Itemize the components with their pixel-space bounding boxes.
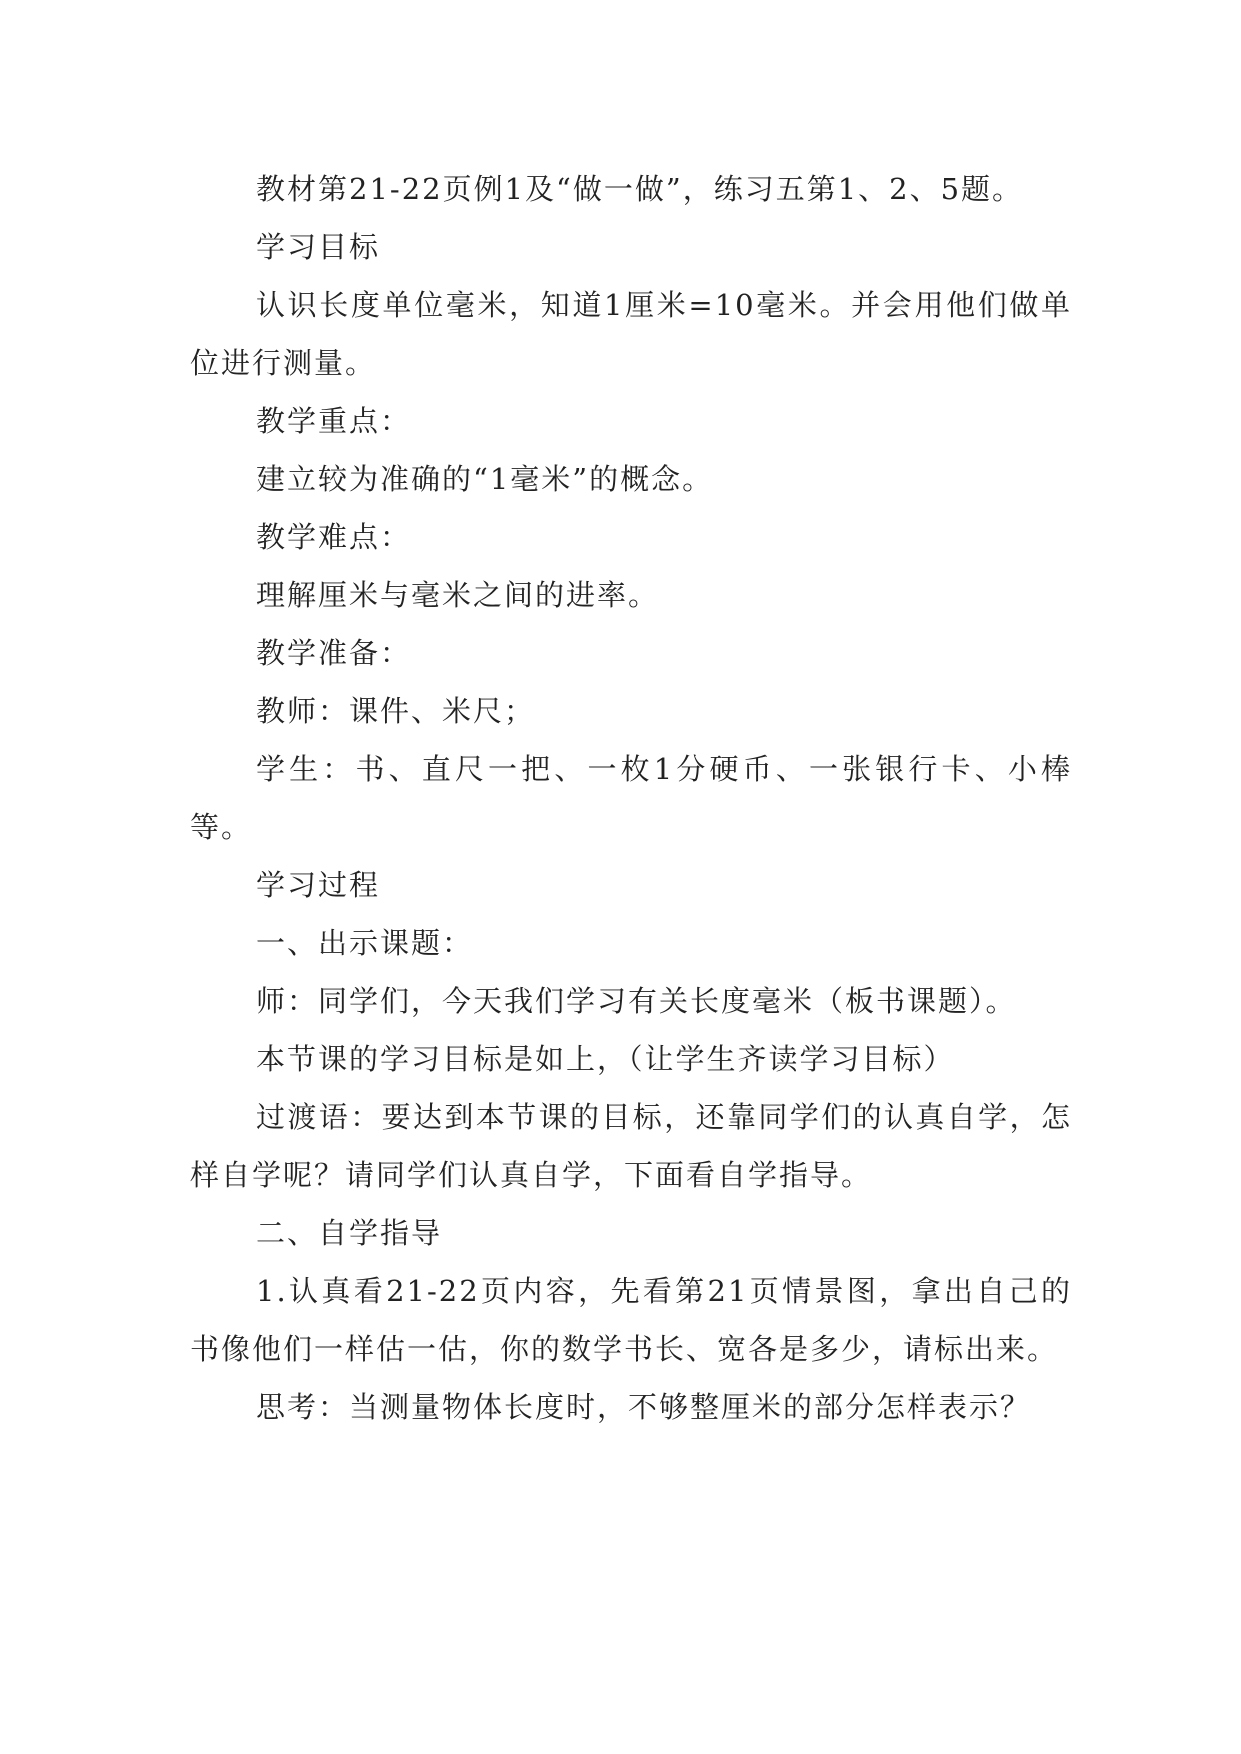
heading-teaching-difficulty: 教学难点： (256, 520, 412, 554)
paragraph-teaching-difficulty: 理解厘米与毫米之间的进率。 (256, 578, 660, 612)
heading-section-one: 一、出示课题： (256, 926, 474, 960)
paragraph-goals-reading: 本节课的学习目标是如上，（让学生齐读学习目标） (256, 1042, 955, 1076)
paragraph-thinking-question: 思考：当测量物体长度时，不够整厘米的部分怎样表示？ (256, 1390, 1032, 1424)
paragraph-teacher-materials: 教师：课件、米尺； (256, 694, 536, 728)
document-body (190, 160, 1072, 1436)
paragraph-transition: 过渡语：要达到本节课的目标，还靠同学们的认真自学，怎样自学呢？请同学们认真自学，下面看自学指导。 (190, 1100, 1072, 1192)
heading-teaching-key-point: 教学重点： (256, 404, 412, 438)
heading-teaching-preparation: 教学准备： (256, 636, 412, 670)
paragraph-self-study-step-1: 1.认真看21-22页内容，先看第21页情景图，拿出自己的书像他们一样估一估，你的数学书长、宽各是多少，请标出来。 (190, 1274, 1072, 1366)
heading-learning-process: 学习过程 (256, 868, 381, 902)
paragraph-teaching-key-point: 建立较为准确的“1毫米”的概念。 (256, 462, 714, 496)
paragraph-textbook-pages: 教材第21-22页例1及“做一做”，练习五第1、2、5题。 (256, 172, 1024, 206)
paragraph-learning-goals: 认识长度单位毫米，知道1厘米=10毫米。并会用他们做单位进行测量。 (190, 288, 1072, 380)
paragraph-student-materials: 学生：书、直尺一把、一枚1分硬币、一张银行卡、小棒等。 (190, 752, 1072, 844)
heading-section-two: 二、自学指导 (256, 1216, 443, 1250)
paragraph-teacher-intro: 师：同学们，今天我们学习有关长度毫米（板书课题）。 (256, 984, 1017, 1018)
heading-learning-goals: 学习目标 (256, 230, 381, 264)
